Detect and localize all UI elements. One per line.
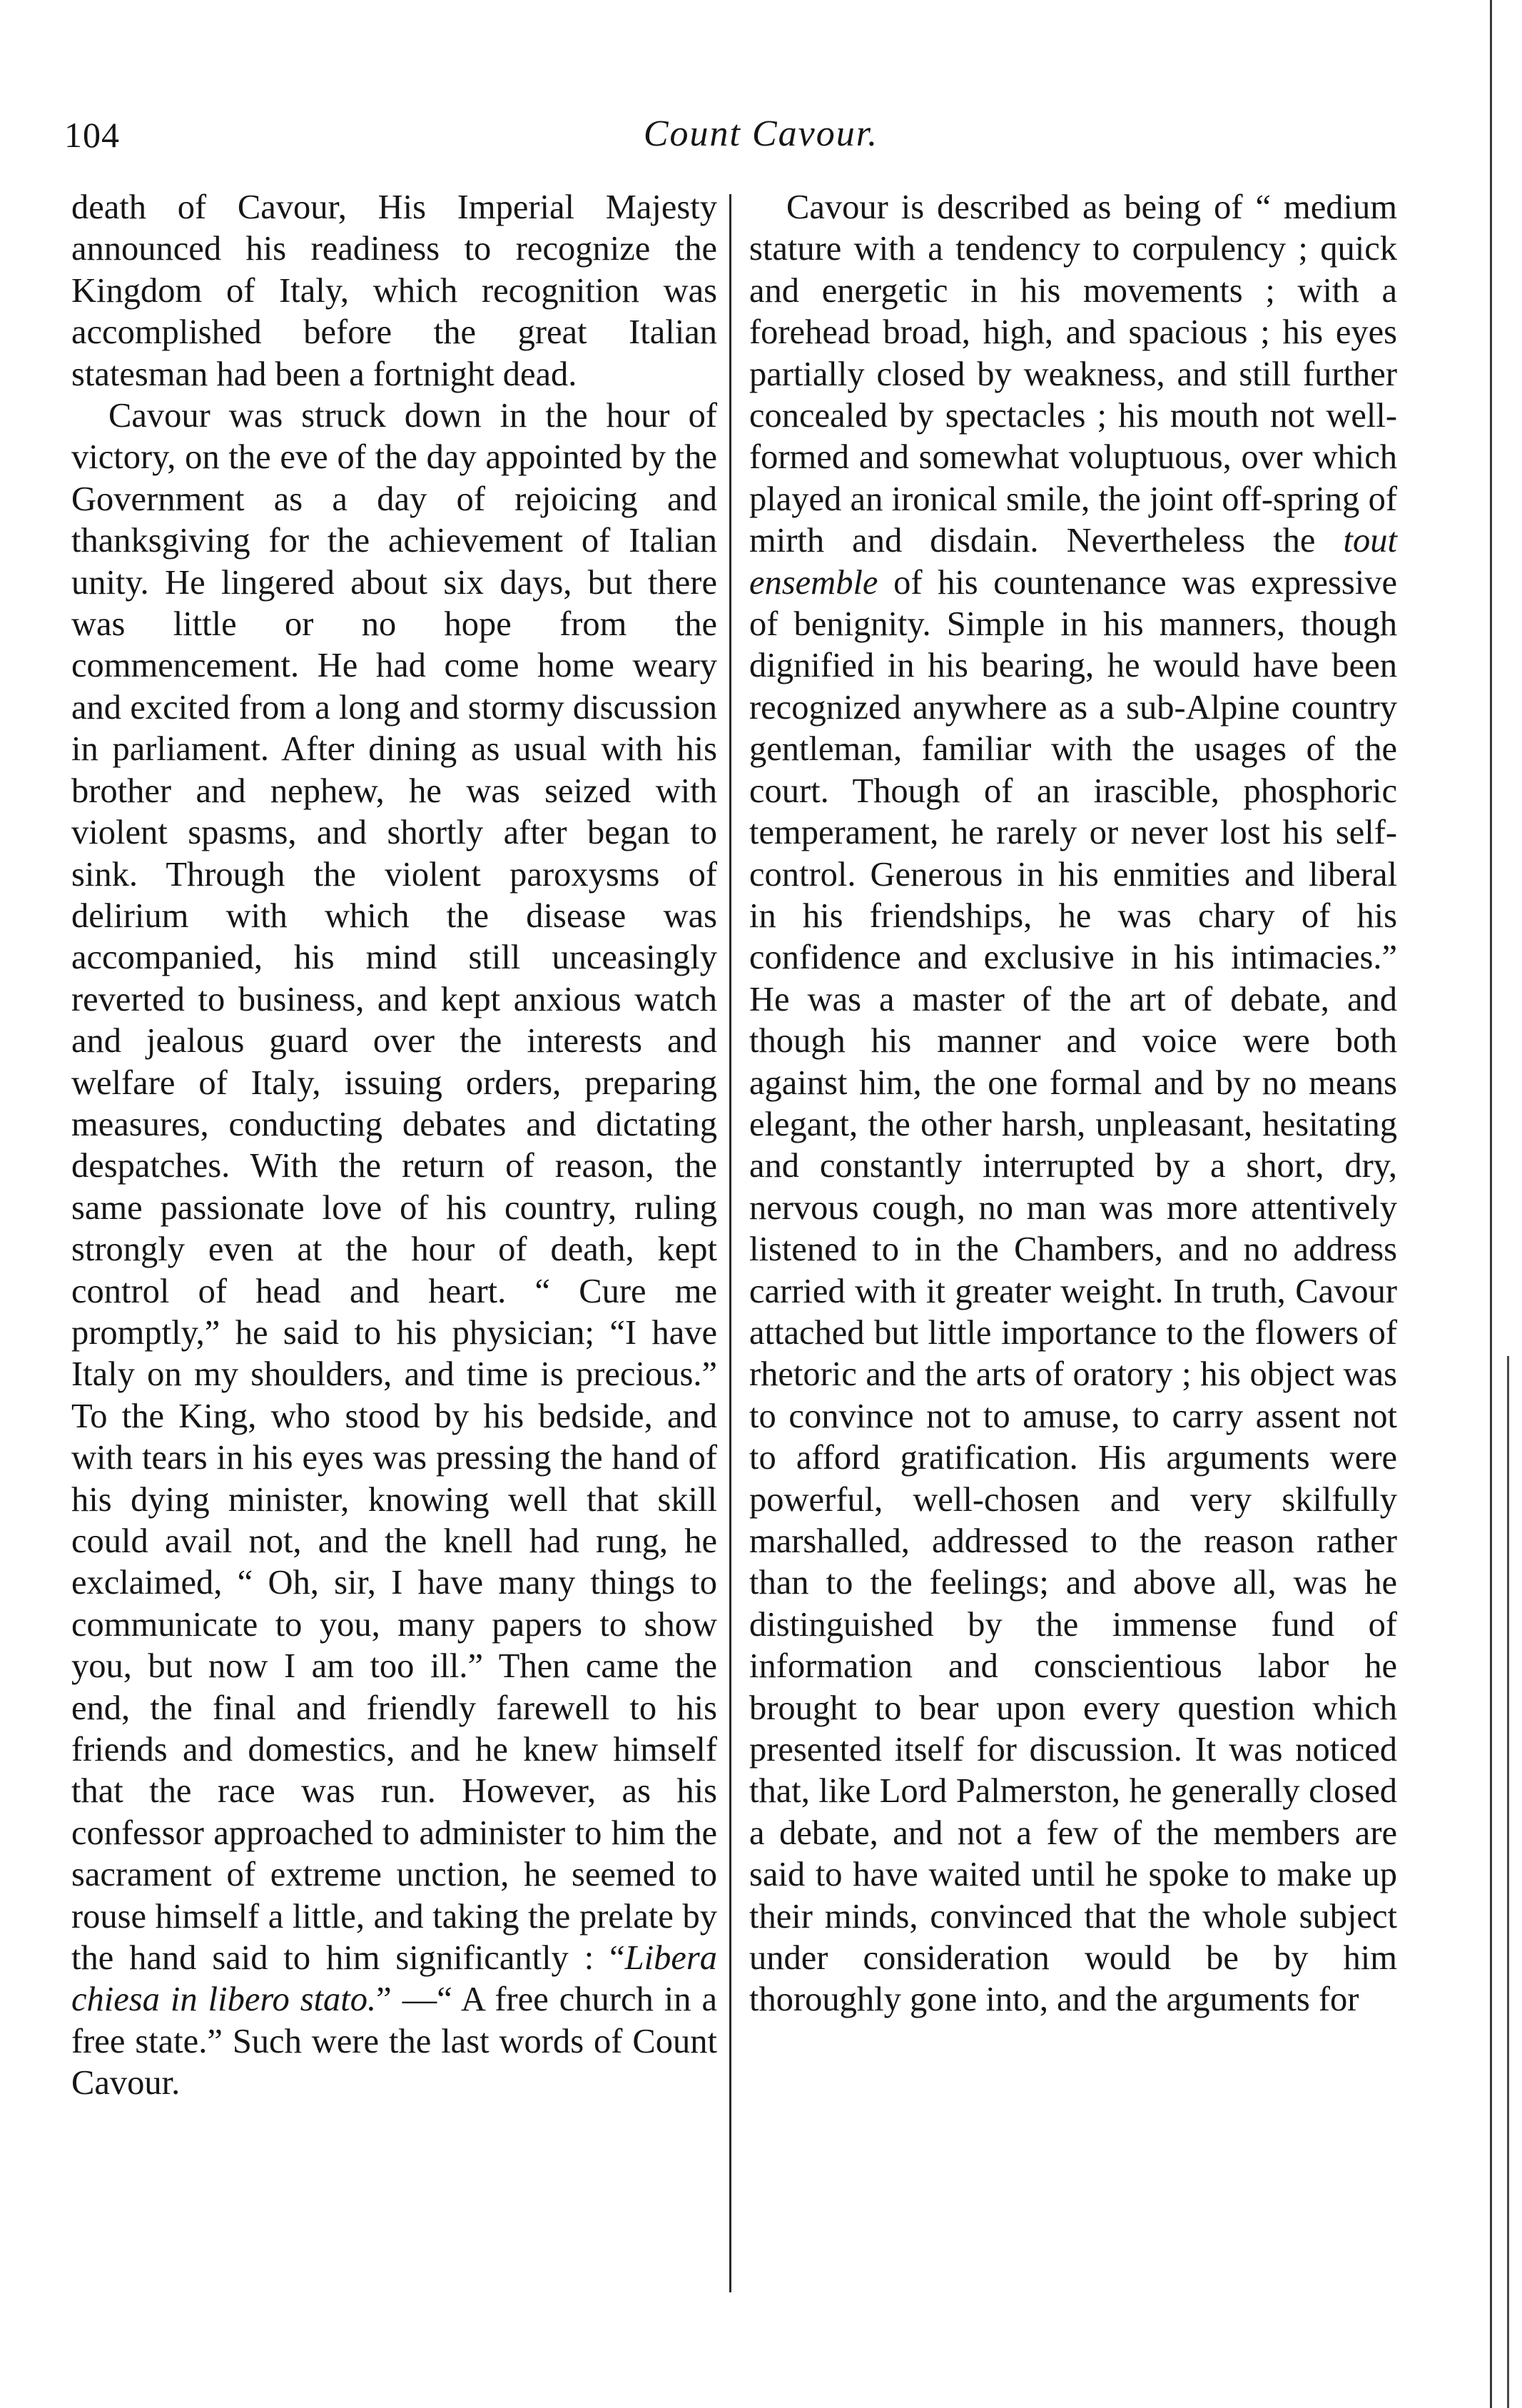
- left-paragraph-2-end: ” —“ A free church in a free state.” Such were the last words of Count Cavour.: [71, 1980, 717, 2103]
- latin-quote: Libera chiesa in libero stato.: [71, 1939, 717, 2019]
- page-number: 104: [64, 115, 120, 155]
- column-divider: [729, 194, 731, 2292]
- binding-edge-line: [1490, 0, 1492, 2408]
- left-column: [71, 187, 717, 2105]
- right-paragraph-1-end: of his countenance was expressive of benignity. Simple in his manners, though dignified in his bearing, he would have been recognized anywhere as a sub-Alpine country gentleman, familiar with the usages of the court. Though of an irascible, phosphoric temperament, he rarely or never lost his self-control. Generous in his enmities and liberal in his friendships, he was chary of his confidence and exclusive in his intimacies.” He was a master of the art of debate, and though his manner and voice were both against him, the one formal and by no means elegant, the other harsh, unpleasant, hesitating and constantly interrupted by a short, dry, nervous cough, no man was more attentively listened to in the Chambers, and no address carried with it greater weight. In truth, Cavour attached but little importance to the flowers of rhetoric and the arts of oratory ; his object was to convince not to amuse, to carry assent not to afford gratification. His arguments were powerful, well-chosen and very skilfully marshalled, addressed to the reason rather than to the feelings; and above all, was he distinguished by the immense fund of information and conscientious labor he brought to bear upon every question which presented itself for discussion. It was noticed that, like Lord Palmerston, he generally closed a debate, and not a few of the members are said to have waited until he spoke to make up their minds, convinced that the whole subject under consideration would be by him thoroughly gone into, and the arguments for: [749, 563, 1397, 2019]
- binding-edge-line-lower: [1507, 1356, 1509, 2408]
- left-paragraph-2-text: Cavour was struck down in the hour of victory, on the eve of the day appointed by the Government as a day of rejoicing and thanksgiving for the achievement of Italian unity. He lingered about six days, but there was little or no hope from the commencement. He had come home weary and excited from a long and stormy discussion in parliament. After dining as usual with his brother and nephew, he was seized with violent spasms, and shortly after began to sink. Through the violent paroxysms of delirium with which the disease was accompanied, his mind still unceasingly reverted to business, and kept anxious watch and jealous guard over the interests and welfare of Italy, issuing orders, preparing measures, conducting debates and dictating despatches. With the return of reason, the same passionate love of his country, ruling strongly even at the hour of death, kept control of head and heart. “ Cure me promptly,” he said to his physician; “I have Italy on my shoulders, and time is precious.” To the King, who stood by his bedside, and with tears in his eyes was pressing the hand of his dying minister, knowing well that skill could avail not, and the knell had rung, he exclaimed, “ Oh, sir, I have many things to communicate to you, many papers to show you, but now I am too ill.” Then came the end, the final and friendly farewell to his friends and domestics, and he knew himself that the race was run. However, as his confessor approached to administer to him the sacrament of extreme unction, he seemed to rouse himself a little, and taking the prelate by the hand said to him significantly : “: [71, 397, 717, 1978]
- french-phrase: tout ensemble: [749, 522, 1397, 602]
- running-title: Count Cavour.: [643, 113, 879, 154]
- right-paragraph-1-text: Cavour is described as being of “ medium stature with a tendency to corpulency ; quick and energetic in his movements ; with a forehead broad, high, and spacious ; his eyes partially closed by weakness, and still further concealed by spectacles ; his mouth not well-formed and somewhat voluptuous, over which played an ironical smile, the joint off-spring of mirth and disdain. Nevertheless the: [749, 188, 1397, 560]
- left-paragraph-2: [71, 395, 717, 2105]
- left-paragraph-1: death of Cavour, His Imperial Majesty announced his readiness to recognize the Kingdom of Italy, which recognition was accomplished before the great Italian statesman had been a fortnight dead.: [71, 188, 717, 393]
- right-column: [749, 187, 1397, 2021]
- right-paragraph-1: [749, 187, 1397, 2021]
